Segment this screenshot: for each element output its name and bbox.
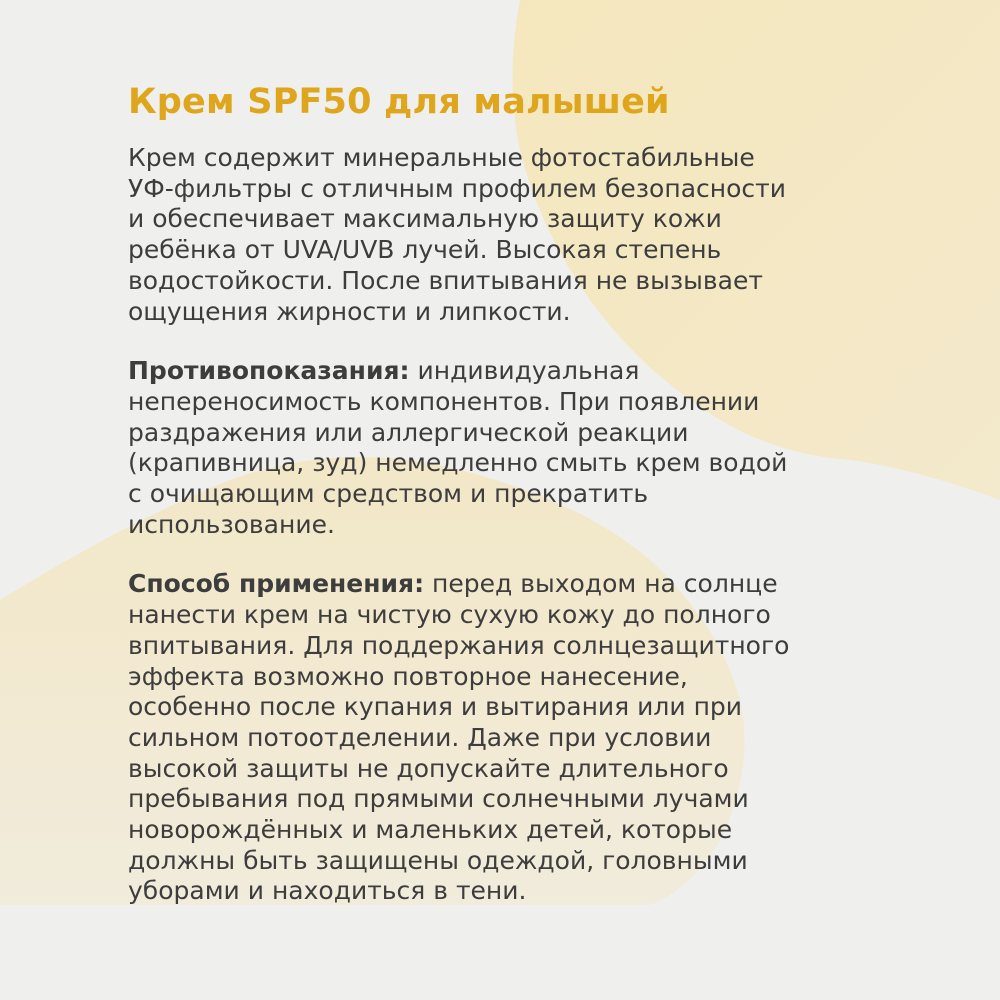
usage-label: Способ применения: — [128, 569, 425, 599]
description-paragraph: Крем содержит минеральные фотостабильные УФ-фильтры с отличным профилем безопасности и обеспечивает максимальную защиту кожи ребёнка от UVA/UVB лучей. Высокая степень водостойкости. После впитывания не вызывает ощущения жирности и липкости. — [128, 143, 786, 326]
usage-paragraph — [128, 569, 848, 907]
usage-text: перед выходом на солнце нанести крем на чистую сухую кожу до полного впитывания. Для поддержания солнцезащитного эффекта возможно повторное нанесение, особенно после купания и вытирания или при сильном потоотделении. Даже при условии высокой защиты не допускайте длительного пребывания под прямыми солнечными лучами новорождённых и маленьких детей, которые должны быть защищены одеждой, головными уборами и находиться в тени. — [128, 569, 790, 906]
contraindications-paragraph — [128, 356, 848, 540]
product-description — [128, 78, 848, 907]
contraindications-label: Противопоказания: — [128, 356, 410, 386]
contraindications-text: индивидуальная непереносимость компонентов. При появлении раздражения или аллергической реакции (крапивница, зуд) немедленно смыть крем водой с очищающим средством и прекратить использование. — [128, 356, 788, 539]
product-title: Крем SPF50 для малышей — [128, 82, 670, 122]
